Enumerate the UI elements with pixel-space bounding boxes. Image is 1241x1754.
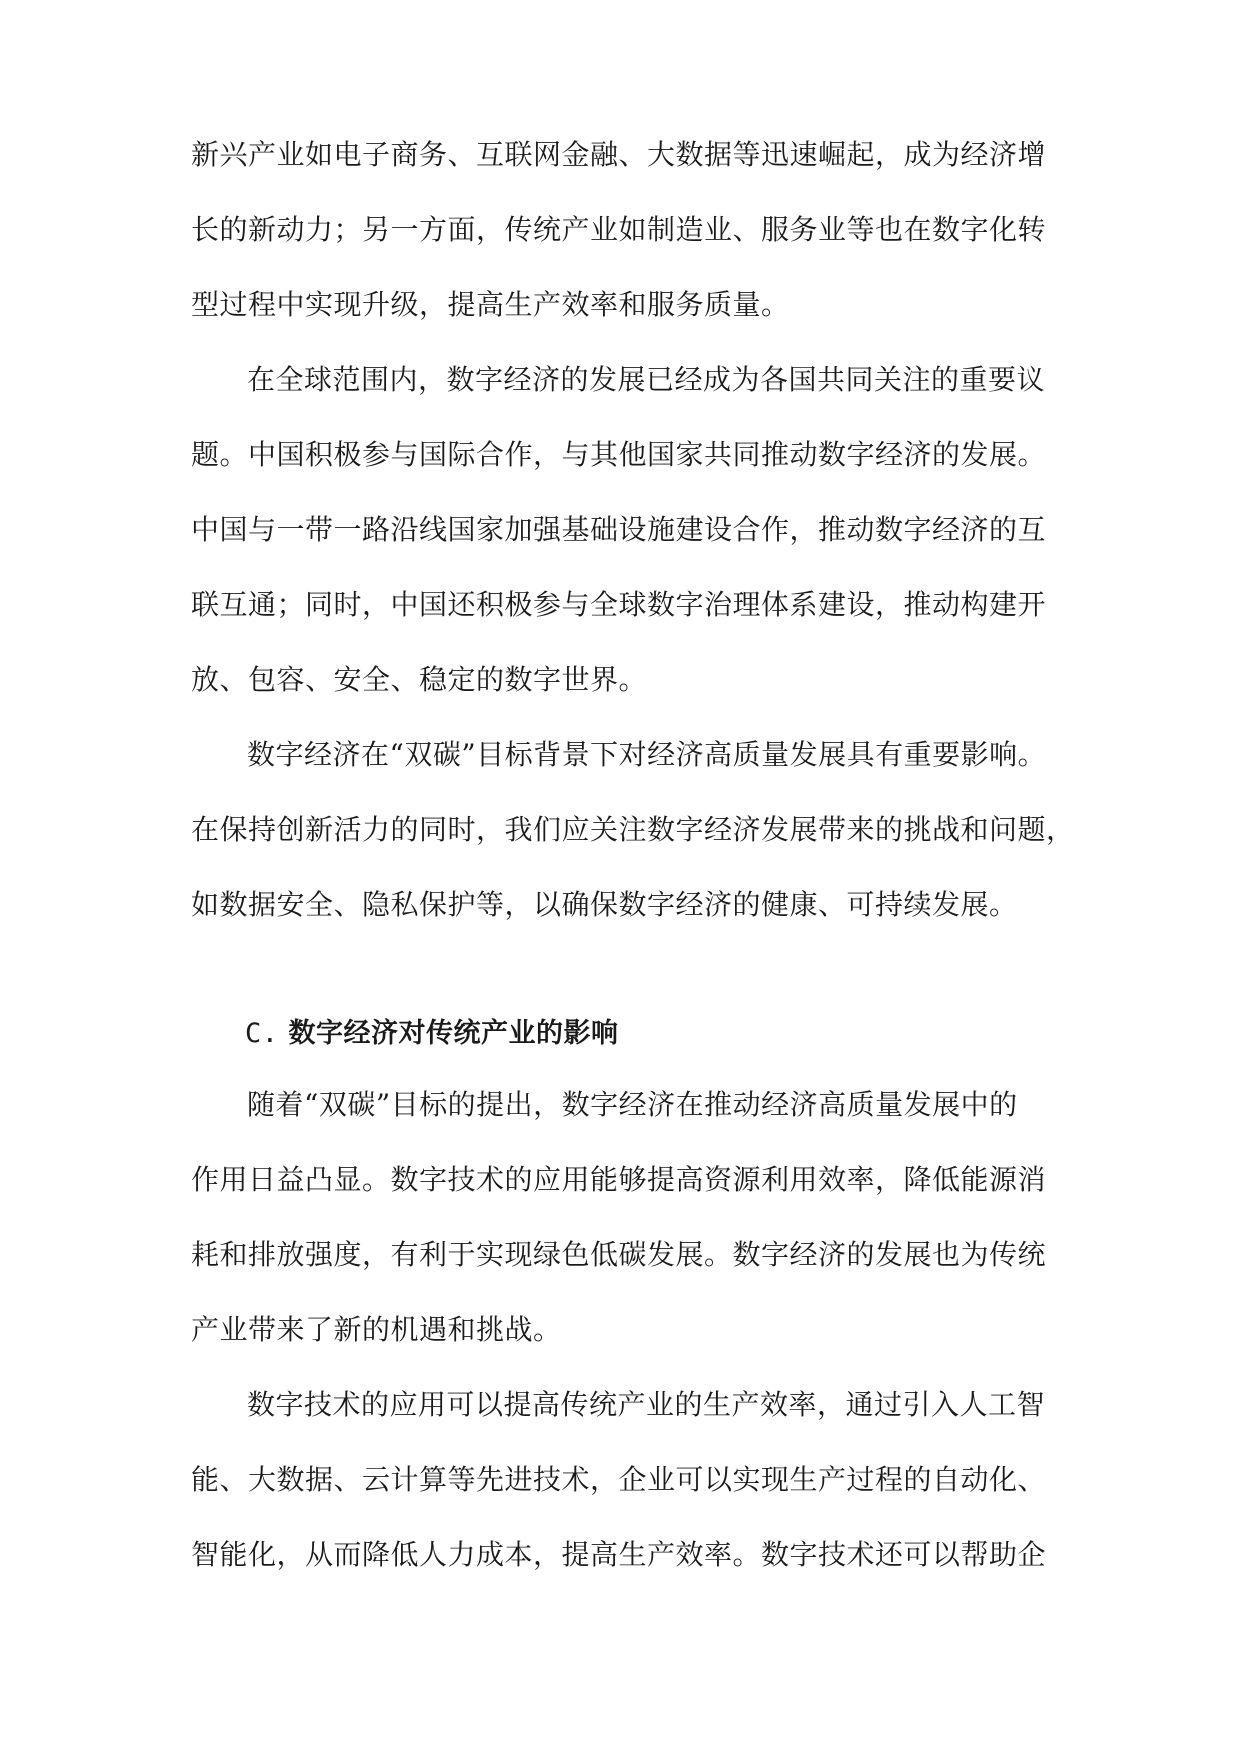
paragraph-1-line-2: 长的新动力；另一方面，传统产业如制造业、服务业等也在数字化转 <box>191 213 1047 246</box>
section-paragraph-1-line-2: 作用日益凸显。数字技术的应用能够提高资源利用效率，降低能源消 <box>191 1163 1047 1196</box>
paragraph-2-line-4: 联互通；同时，中国还积极参与全球数字治理体系建设，推动构建开 <box>191 588 1047 621</box>
paragraph-1-line-3: 型过程中实现升级，提高生产效率和服务质量。 <box>191 288 790 321</box>
section-paragraph-1-line-4: 产业带来了新的机遇和挑战。 <box>191 1313 562 1346</box>
paragraph-3-line-2: 在保持创新活力的同时，我们应关注数字经济发展带来的挑战和问题， <box>191 813 1075 846</box>
section-heading-title: 数字经济对传统产业的影响 <box>288 1018 619 1049</box>
paragraph-2-line-2: 题。中国积极参与国际合作，与其他国家共同推动数字经济的发展。 <box>191 438 1047 471</box>
paragraph-3-line-3: 如数据安全、隐私保护等，以确保数字经济的健康、可持续发展。 <box>191 888 1018 921</box>
paragraph-1-line-1: 新兴产业如电子商务、互联网金融、大数据等迅速崛起，成为经济增 <box>191 138 1047 171</box>
section-paragraph-2-line-2: 能、大数据、云计算等先进技术，企业可以实现生产过程的自动化、 <box>191 1463 1047 1496</box>
paragraph-3-line-1: 数字经济在“双碳”目标背景下对经济高质量发展具有重要影响。 <box>247 738 1047 771</box>
section-heading <box>245 1014 619 1054</box>
paragraph-2-line-5: 放、包容、安全、稳定的数字世界。 <box>191 663 648 696</box>
section-paragraph-2-line-1: 数字技术的应用可以提高传统产业的生产效率，通过引入人工智 <box>247 1388 1046 1421</box>
paragraph-2-line-3: 中国与一带一路沿线国家加强基础设施建设合作，推动数字经济的互 <box>191 513 1047 546</box>
section-heading-label: C. <box>245 1018 279 1049</box>
section-paragraph-1-line-1: 随着“双碳”目标的提出，数字经济在推动经济高质量发展中的 <box>247 1088 1018 1121</box>
paragraph-2-line-1: 在全球范围内，数字经济的发展已经成为各国共同关注的重要议 <box>247 363 1046 396</box>
section-paragraph-2-line-3: 智能化，从而降低人力成本，提高生产效率。数字技术还可以帮助企 <box>191 1538 1047 1571</box>
section-paragraph-1-line-3: 耗和排放强度，有利于实现绿色低碳发展。数字经济的发展也为传统 <box>191 1238 1047 1271</box>
